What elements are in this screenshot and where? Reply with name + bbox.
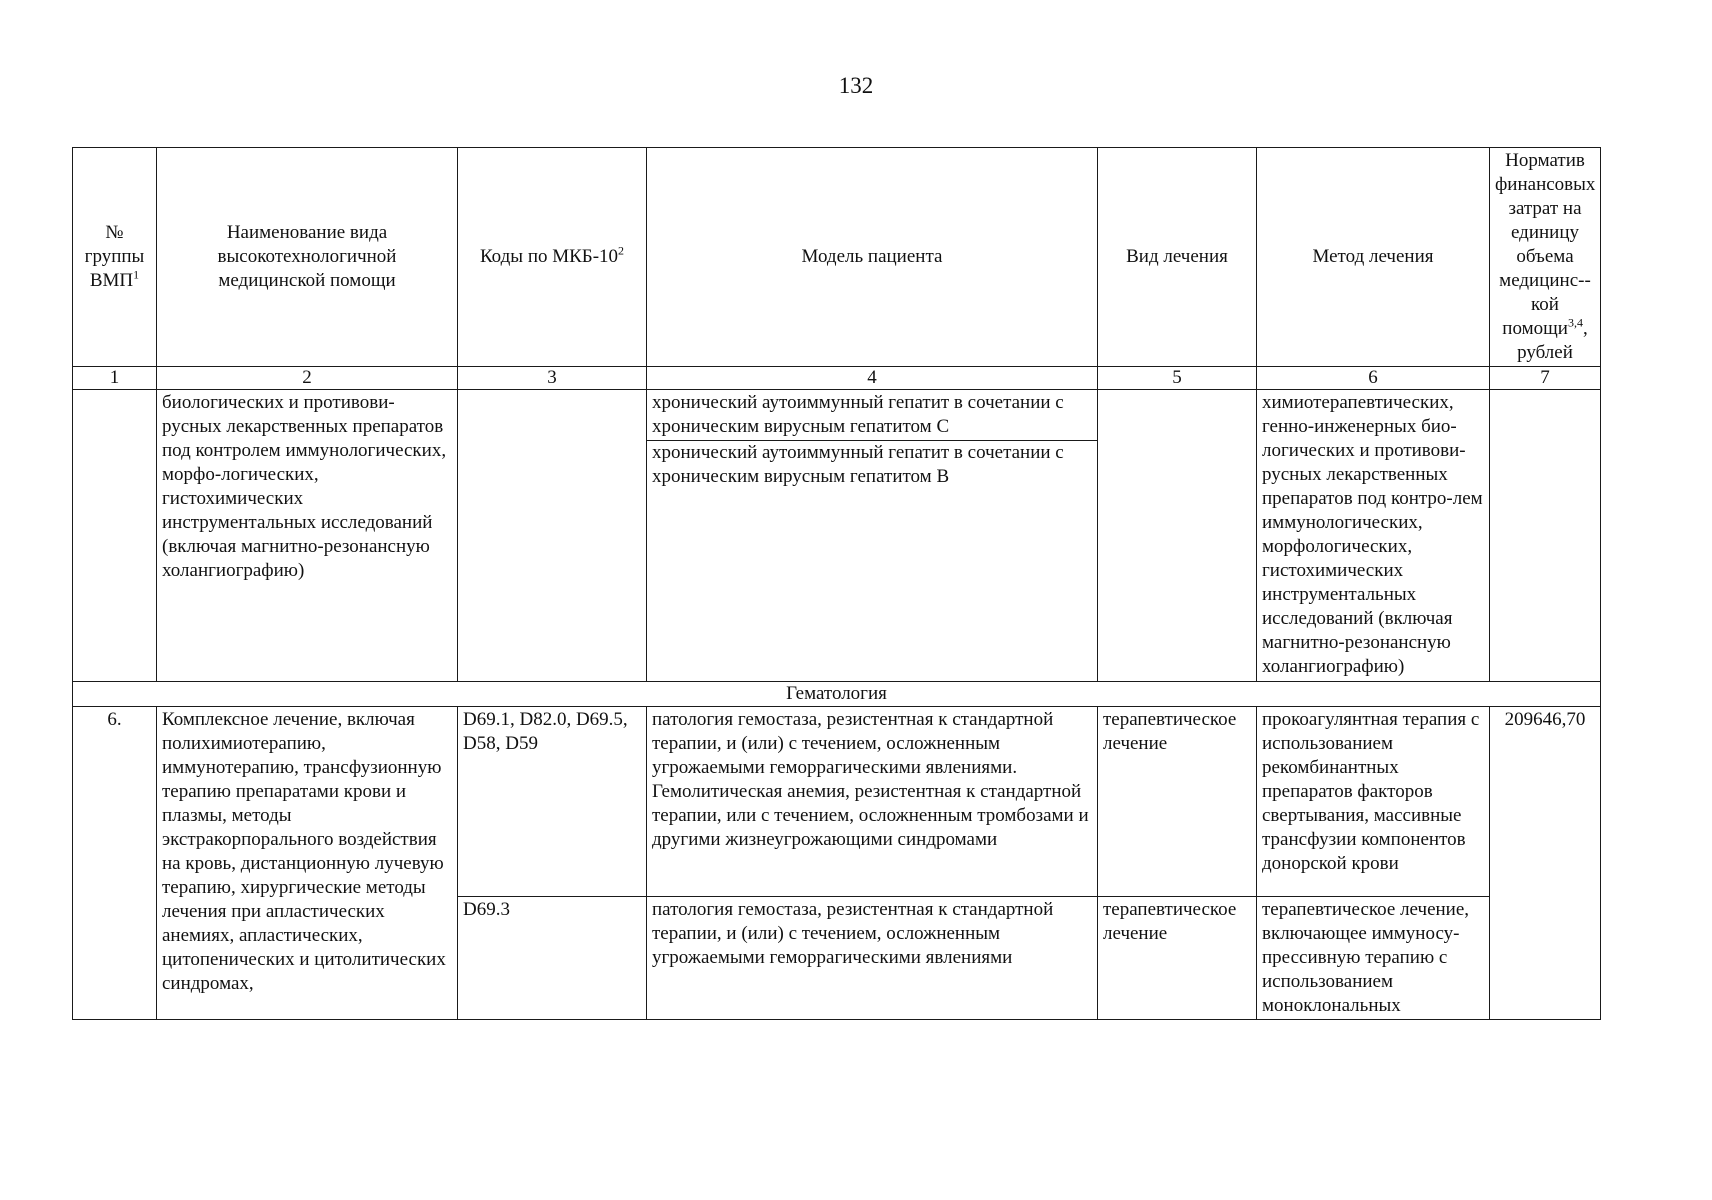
- column-number: 3: [458, 367, 647, 390]
- table-row: [73, 390, 1601, 682]
- hmp-name-cell: биологических и противови-русных лекарственных препаратов под контролем иммунологических, морфо-логических, гистохимических инструментальных исследований (включая магнитно-резонансную холангиографию): [157, 390, 458, 682]
- cost-norm-cell: [1490, 390, 1601, 682]
- hmp-name-cell: Комплексное лечение, включая полихимиотерапию, иммунотерапию, трансфузионную терапию препаратами крови и плазмы, методы экстракорпорального воздействия на кровь, дистанционную лучевую терапию, хирургические методы лечения при апластических анемиях, апластических, цитопенических и цитолитических синдромах,: [157, 707, 458, 1020]
- treatment-method-cell: химиотерапевтических, генно-инженерных био-логических и противови-русных лекарственных препаратов под контро-лем иммунологических, морфологических, гистохимических инструментальных исследований (включая магнитно-резонансную холангиографию): [1257, 390, 1490, 682]
- section-title: Гематология: [73, 682, 1601, 707]
- icd-codes-cell: D69.3: [458, 897, 647, 1020]
- column-number: 1: [73, 367, 157, 390]
- column-number: 7: [1490, 367, 1601, 390]
- section-row: [73, 682, 1601, 707]
- icd-codes-cell: D69.1, D82.0, D69.5, D58, D59: [458, 707, 647, 897]
- header-icd-codes: Коды по МКБ-$10^2$: [458, 148, 647, 367]
- column-number: 5: [1098, 367, 1257, 390]
- header-treatment-type: Вид лечения: [1098, 148, 1257, 367]
- header-cost-norm: Норматив финансовых затрат на единицу объема медицинс-кой помощи$^{3,4}$, рублей: [1490, 148, 1601, 367]
- cost-norm-cell: 209646,70: [1490, 707, 1601, 1020]
- table-header-row: [73, 148, 1601, 367]
- header-hmp-name: Наименование вида высокотехнологичной медицинской помощи: [157, 148, 458, 367]
- icd-codes-cell: [458, 390, 647, 682]
- treatment-type-cell: терапевтическое лечение: [1098, 707, 1257, 897]
- header-treatment-method: Метод лечения: [1257, 148, 1490, 367]
- header-group-number: № группы ВМП$^1$: [73, 148, 157, 367]
- header-patient-model: Модель пациента: [647, 148, 1098, 367]
- column-number: 6: [1257, 367, 1490, 390]
- patient-model-cell: патология гемостаза, резистентная к стандартной терапии, и (или) с течением, осложненным угрожаемыми геморрагическими явлениями. Гемолитическая анемия, резистентная к стандартной терапии, или с течением, осложненным тромбозами и другими жизнеугрожающими синдромами: [647, 707, 1098, 897]
- hmp-table: [72, 147, 1601, 1020]
- column-number: 2: [157, 367, 458, 390]
- group-number-cell: 6.: [73, 707, 157, 1020]
- patient-model-entry: хронический аутоиммунный гепатит в сочетании с хроническим вирусным гепатитом С: [647, 391, 1097, 441]
- patient-model-entry: хронический аутоиммунный гепатит в сочетании с хроническим вирусным гепатитом В: [652, 442, 1064, 487]
- table-row: [73, 707, 1601, 897]
- column-number-row: [73, 367, 1601, 390]
- page-number: 132: [838, 73, 874, 98]
- treatment-type-cell: [1098, 390, 1257, 682]
- patient-model-cell: [647, 390, 1098, 682]
- treatment-method-cell: терапевтическое лечение, включающее иммуносу-прессивную терапию с использованием моноклональных: [1257, 897, 1490, 1020]
- column-number: 4: [647, 367, 1098, 390]
- group-number-cell: [73, 390, 157, 682]
- treatment-method-cell: прокоагулянтная терапия с использованием рекомбинантных препаратов факторов свертывания, массивные трансфузии компонентов донорской крови: [1257, 707, 1490, 897]
- patient-model-cell: патология гемостаза, резистентная к стандартной терапии, и (или) с течением, осложненным угрожаемыми геморрагическими явлениями: [647, 897, 1098, 1020]
- treatment-type-cell: терапевтическое лечение: [1098, 897, 1257, 1020]
